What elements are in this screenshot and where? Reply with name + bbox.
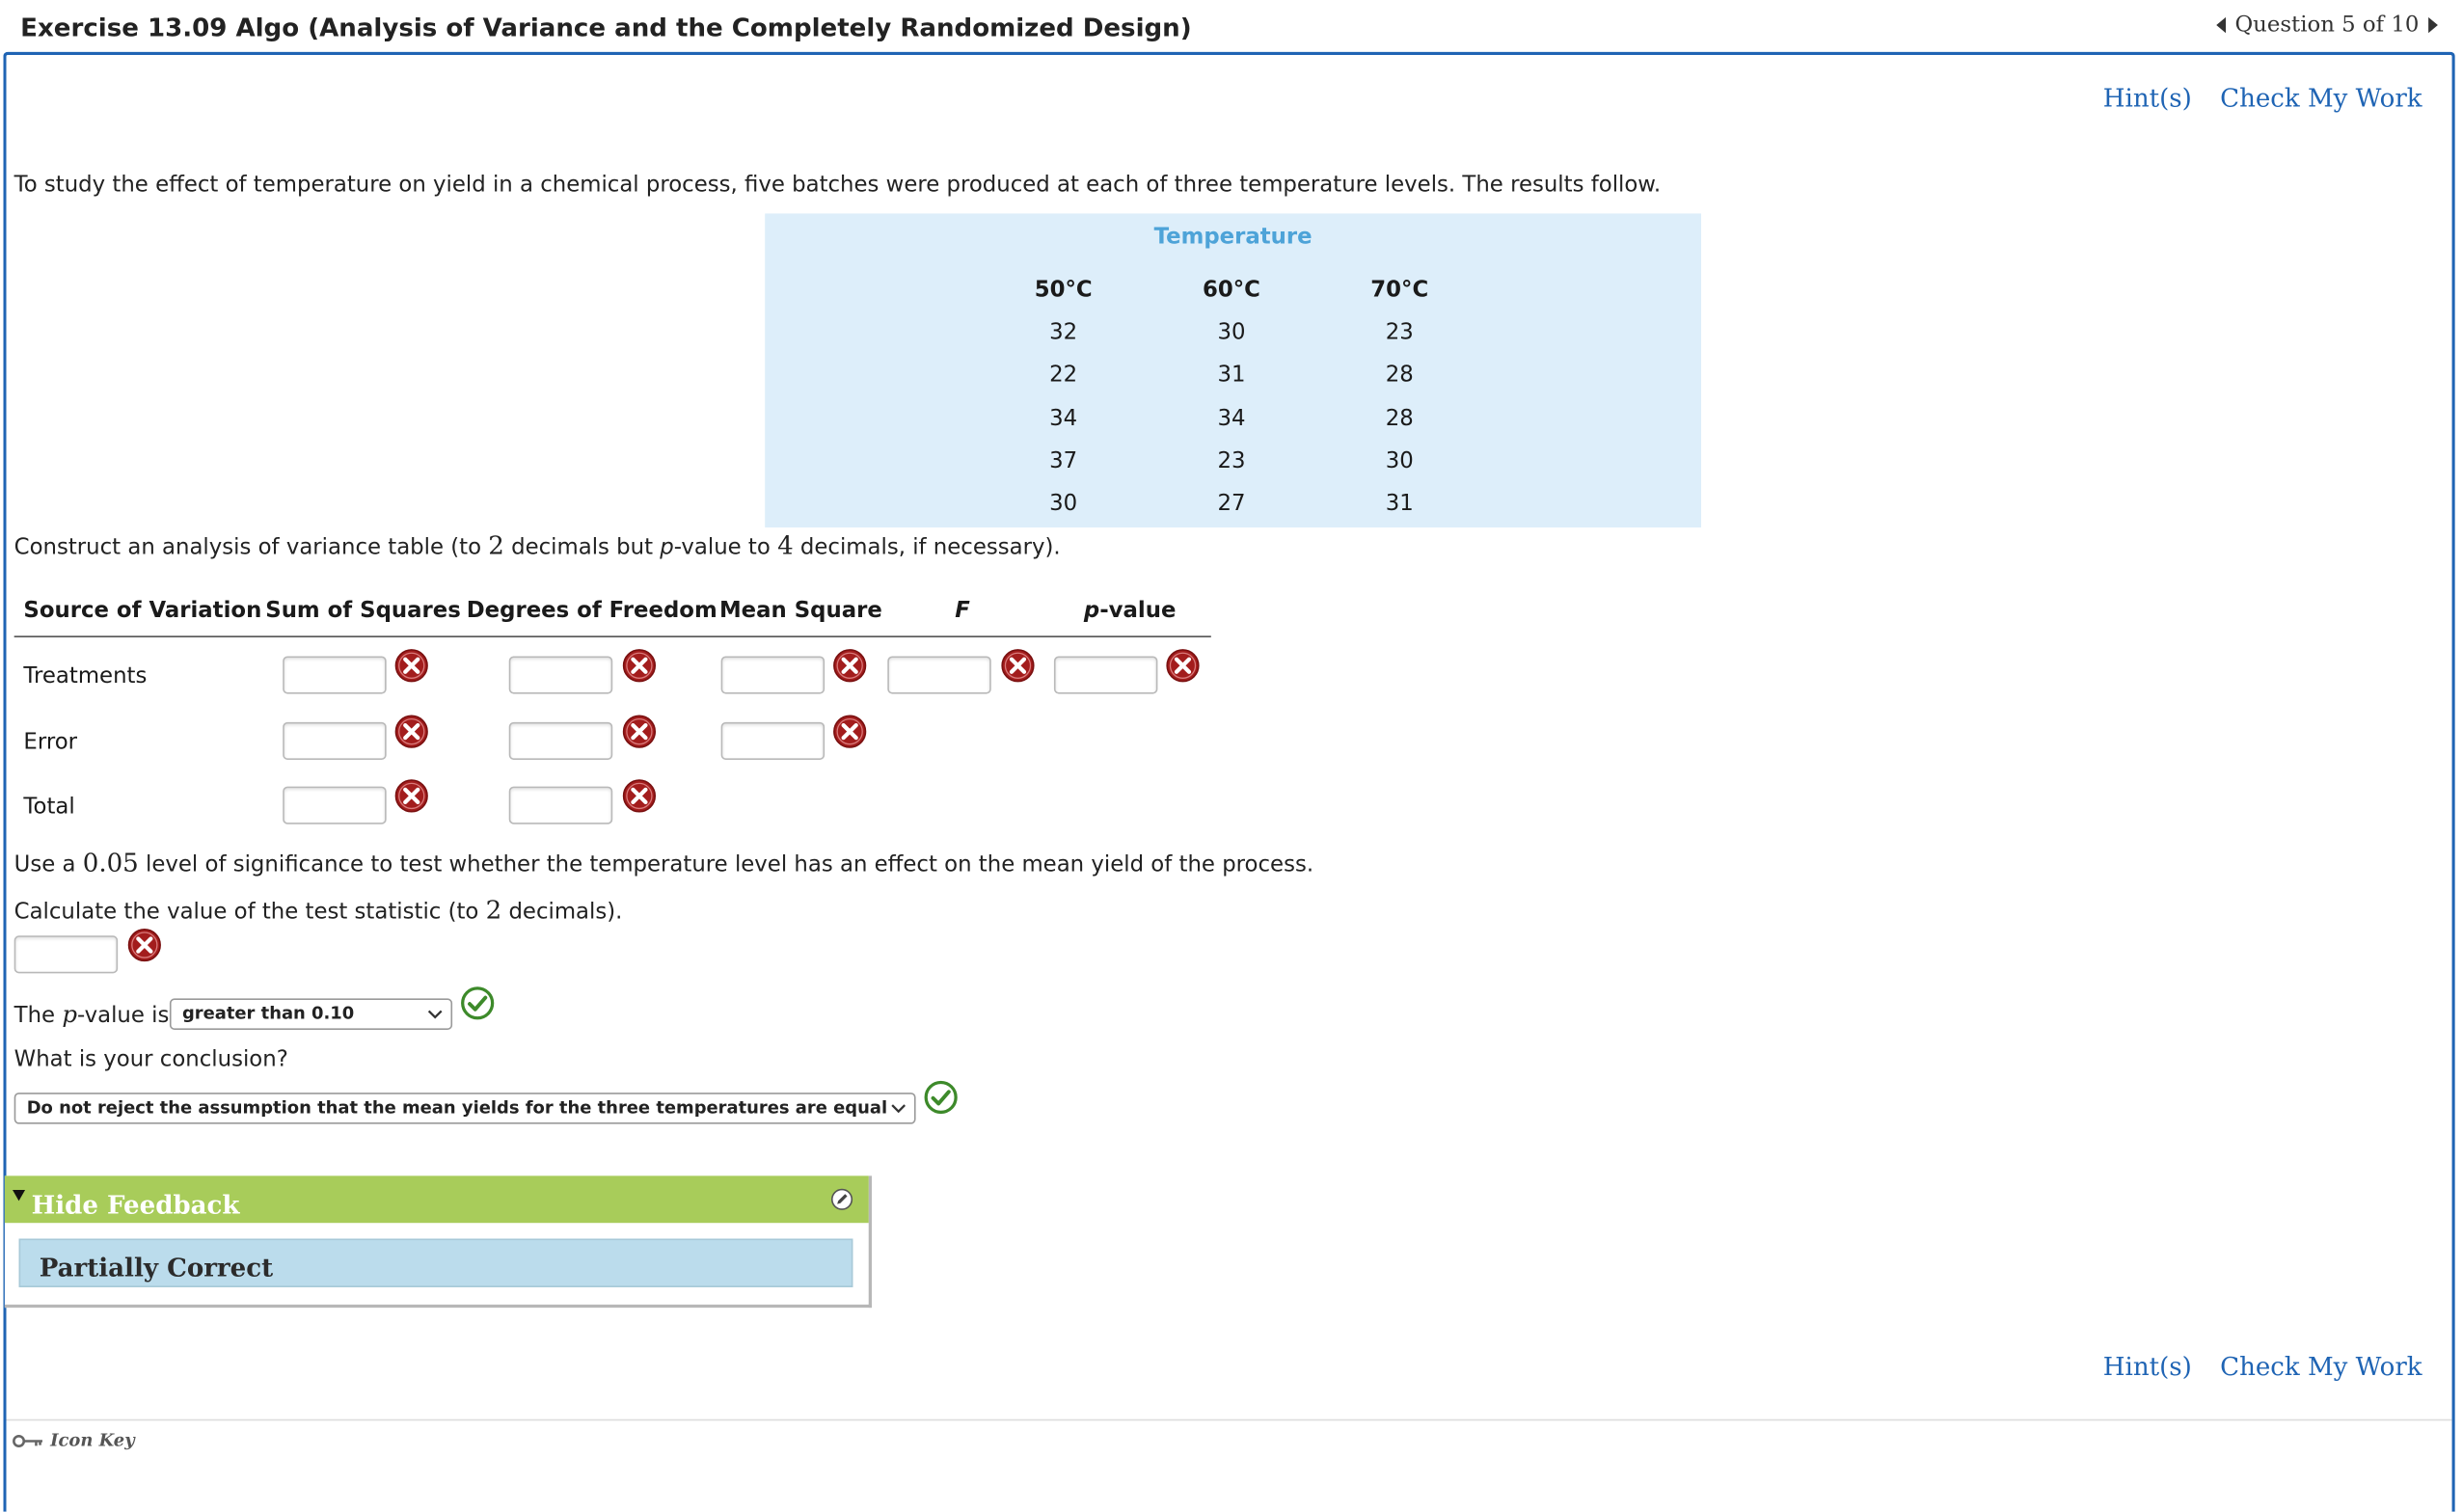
pencil-icon[interactable]: [831, 1188, 853, 1210]
incorrect-x-icon: [622, 715, 657, 749]
anova-header-p-var: p: [1083, 598, 1100, 624]
data-cell: 30: [1049, 491, 1078, 517]
page-title: Exercise 13.09 Algo (Analysis of Variance and the Completely Randomized Design): [20, 13, 1192, 42]
total-df-input[interactable]: [509, 787, 613, 824]
construct-p-var: p: [660, 535, 674, 561]
construct-text-1: Construct an analysis of variance table (to: [14, 535, 489, 561]
temperature-data-table: [765, 213, 1701, 527]
statistic-text-1: Calculate the value of the test statistic (to: [14, 899, 486, 925]
significance-text-2: level of significance to test whether the temperature level has an effect on the mean yield of the process.: [138, 852, 1314, 878]
correct-check-icon: [924, 1080, 959, 1115]
construct-text-3: -value to: [673, 535, 778, 561]
data-cell: 31: [1217, 363, 1246, 389]
row-label-total: Total: [23, 794, 75, 820]
treatments-df-input[interactable]: [509, 657, 613, 694]
pvalue-text-2: -value is: [76, 1003, 170, 1029]
construct-text-2: decimals but: [503, 535, 661, 561]
anova-header-p-rest: -value: [1099, 598, 1177, 624]
data-cell: 30: [1217, 320, 1246, 346]
question-nav: [2216, 13, 2438, 38]
hints-link-bottom[interactable]: Hint(s): [2102, 1351, 2192, 1382]
column-header-60c: 60°C: [1203, 278, 1260, 304]
data-cell: 37: [1049, 448, 1078, 474]
treatments-pvalue-input[interactable]: [1054, 657, 1158, 694]
anova-header-rule: [14, 635, 1211, 637]
incorrect-x-icon: [622, 778, 657, 813]
row-label-treatments: Treatments: [23, 663, 148, 689]
error-ss-input[interactable]: [283, 722, 387, 760]
feedback-status: Partially Correct: [39, 1253, 274, 1283]
data-cell: 28: [1385, 363, 1414, 389]
next-question-icon[interactable]: [2428, 17, 2438, 33]
data-cell: 23: [1385, 320, 1414, 346]
construct-text-4: decimals, if necessary).: [793, 535, 1061, 561]
icon-key[interactable]: [13, 1430, 135, 1450]
check-my-work-link-bottom[interactable]: Check My Work: [2220, 1351, 2422, 1382]
statistic-decimals: 2: [485, 894, 502, 925]
icon-key-label: Icon Key: [50, 1430, 135, 1451]
conclusion-question: What is your conclusion?: [14, 1046, 288, 1072]
data-cell: 34: [1217, 406, 1246, 432]
incorrect-x-icon: [622, 648, 657, 683]
data-cell: 31: [1385, 491, 1414, 517]
top-links: [2103, 83, 2422, 113]
statistic-text-2: decimals).: [501, 899, 623, 925]
check-my-work-link-top[interactable]: Check My Work: [2220, 83, 2422, 114]
incorrect-x-icon: [832, 715, 867, 749]
anova-header-pvalue: [1084, 598, 1177, 623]
construct-instruction: [14, 530, 1061, 560]
construct-decimals: 2: [488, 530, 504, 561]
significance-text-1: Use a: [14, 852, 83, 878]
row-label-error: Error: [23, 730, 78, 756]
significance-instruction: [14, 848, 1313, 878]
data-table-title: Temperature: [1153, 224, 1313, 250]
hide-feedback-toggle[interactable]: Hide Feedback: [31, 1190, 240, 1220]
data-cell: 34: [1049, 406, 1078, 432]
data-cell: 28: [1385, 406, 1414, 432]
feedback-header[interactable]: [5, 1175, 869, 1223]
total-ss-input[interactable]: [283, 787, 387, 824]
anova-header-df: Degrees of Freedom: [466, 598, 717, 624]
anova-header-ms: Mean Square: [718, 598, 882, 624]
pvalue-question: [14, 1000, 170, 1028]
feedback-status-box: [19, 1238, 853, 1286]
incorrect-x-icon: [394, 715, 429, 749]
incorrect-x-icon: [1166, 648, 1201, 683]
treatments-f-input[interactable]: [887, 657, 991, 694]
title-bar: [0, 0, 2463, 53]
intro-text: To study the effect of temperature on yield in a chemical process, five batches were produced at each of three temperature levels. The results follow.: [14, 173, 1662, 199]
incorrect-x-icon: [394, 778, 429, 813]
incorrect-x-icon: [832, 648, 867, 683]
key-icon: [13, 1433, 44, 1448]
pvalue-text-1: The: [14, 1003, 63, 1029]
correct-check-icon: [460, 986, 495, 1020]
error-ms-input[interactable]: [721, 722, 826, 760]
pvalue-select[interactable]: [170, 998, 452, 1030]
column-header-70c: 70°C: [1370, 278, 1429, 304]
feedback-panel: [5, 1175, 872, 1308]
chevron-down-icon: [889, 1099, 908, 1119]
incorrect-x-icon: [127, 928, 162, 962]
data-cell: 22: [1049, 363, 1078, 389]
data-cell: 32: [1049, 320, 1078, 346]
data-cell: 23: [1217, 448, 1246, 474]
significance-alpha: 0.05: [82, 848, 139, 878]
treatments-ms-input[interactable]: [721, 657, 826, 694]
bottom-links: [2103, 1352, 2422, 1382]
test-statistic-input[interactable]: [14, 935, 119, 973]
prev-question-icon[interactable]: [2216, 17, 2226, 33]
collapse-triangle-icon: [13, 1190, 25, 1201]
anova-header-f: F: [955, 598, 970, 624]
treatments-ss-input[interactable]: [283, 657, 387, 694]
data-cell: 27: [1217, 491, 1246, 517]
pvalue-p-var: p: [62, 1000, 77, 1029]
incorrect-x-icon: [394, 648, 429, 683]
statistic-instruction: [14, 895, 623, 925]
anova-header-ss: Sum of Squares: [265, 598, 461, 624]
incorrect-x-icon: [1001, 648, 1036, 683]
chevron-down-icon: [425, 1005, 445, 1024]
hints-link-top[interactable]: Hint(s): [2102, 83, 2192, 114]
error-df-input[interactable]: [509, 722, 613, 760]
footer-divider: [7, 1419, 2452, 1421]
column-header-50c: 50°C: [1034, 278, 1093, 304]
pvalue-select-value: greater than 0.10: [181, 1003, 355, 1024]
construct-p-decimals: 4: [777, 530, 794, 561]
data-cell: 30: [1385, 448, 1414, 474]
anova-header-source: Source of Variation: [23, 598, 262, 624]
question-counter: Question 5 of 10: [2234, 13, 2420, 39]
conclusion-select-value: Do not reject the assumption that the mean yields for the three temperatures are equal: [26, 1096, 888, 1119]
conclusion-select[interactable]: [14, 1093, 916, 1124]
